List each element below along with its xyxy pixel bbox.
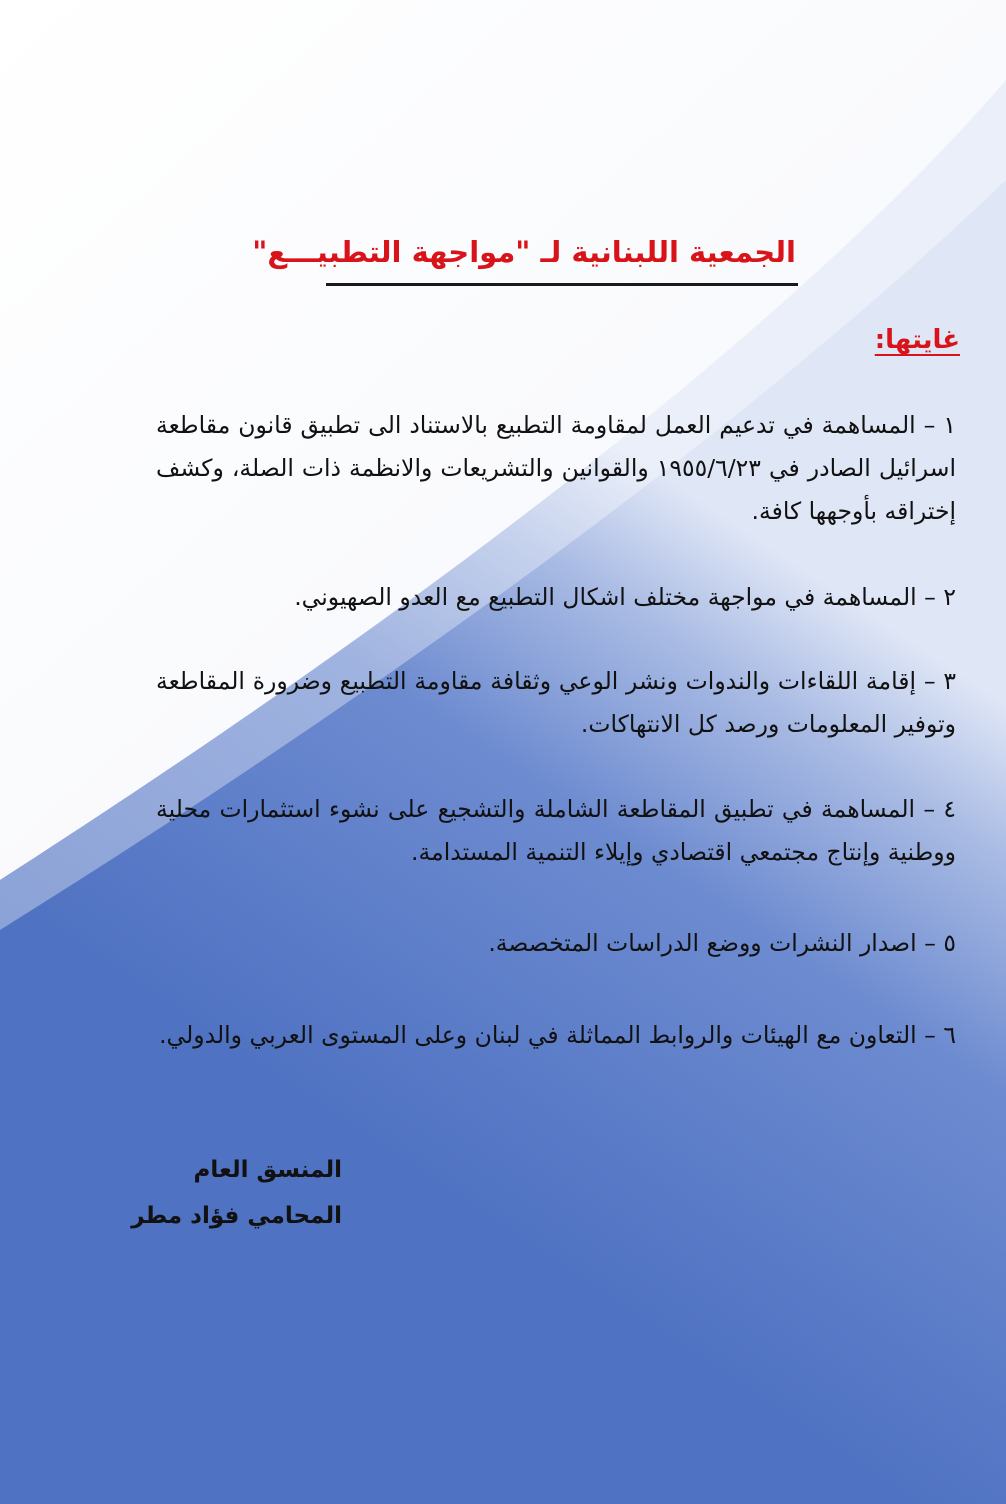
goal-text: المساهمة في تطبيق المقاطعة الشاملة والتشجيع على نشوء استثمارات محلية ووطنية وإنتاج مجتمعي اقتصادي وإيلاء التنمية المستدامة.	[156, 795, 956, 866]
document-title: الجمعية اللبنانية لـ "مواجهة التطبيـــع"	[252, 235, 796, 269]
title-underline	[326, 283, 798, 286]
goal-number: ٥ –	[924, 929, 956, 957]
goal-item-2	[156, 576, 956, 619]
goal-item-5	[156, 922, 956, 965]
signature-name: المحامي فؤاد مطر	[131, 1203, 342, 1229]
goal-item-3	[156, 660, 956, 746]
goal-text: المساهمة في تدعيم العمل لمقاومة التطبيع بالاستناد الى تطبيق قانون مقاطعة اسرائيل الصادر في ١٩٥٥/٦/٢٣ والقوانين والتشريعات والانظمة ذات الصلة، وكشف إختراقه بأوجهها كافة.	[156, 411, 956, 525]
goal-item-1	[156, 404, 956, 533]
goal-number: ٦ –	[924, 1021, 956, 1049]
goal-number: ٣ –	[923, 667, 956, 695]
goals-heading: غايتها:	[874, 325, 960, 355]
goal-number: ٤ –	[923, 795, 956, 823]
goal-number: ٢ –	[924, 583, 956, 611]
goal-item-6	[156, 1014, 956, 1057]
goal-item-4	[156, 788, 956, 874]
signature-role: المنسق العام	[193, 1157, 342, 1183]
goal-text: إقامة اللقاءات والندوات ونشر الوعي وثقافة مقاومة التطبيع وضرورة المقاطعة وتوفير المعلومات ورصد كل الانتهاكات.	[156, 667, 956, 738]
goal-text: اصدار النشرات ووضع الدراسات المتخصصة.	[488, 929, 917, 957]
goal-number: ١ –	[923, 411, 956, 439]
goal-text: التعاون مع الهيئات والروابط المماثلة في لبنان وعلى المستوى العربي والدولي.	[159, 1021, 917, 1049]
goal-text: المساهمة في مواجهة مختلف اشكال التطبيع مع العدو الصهيوني.	[294, 583, 917, 611]
